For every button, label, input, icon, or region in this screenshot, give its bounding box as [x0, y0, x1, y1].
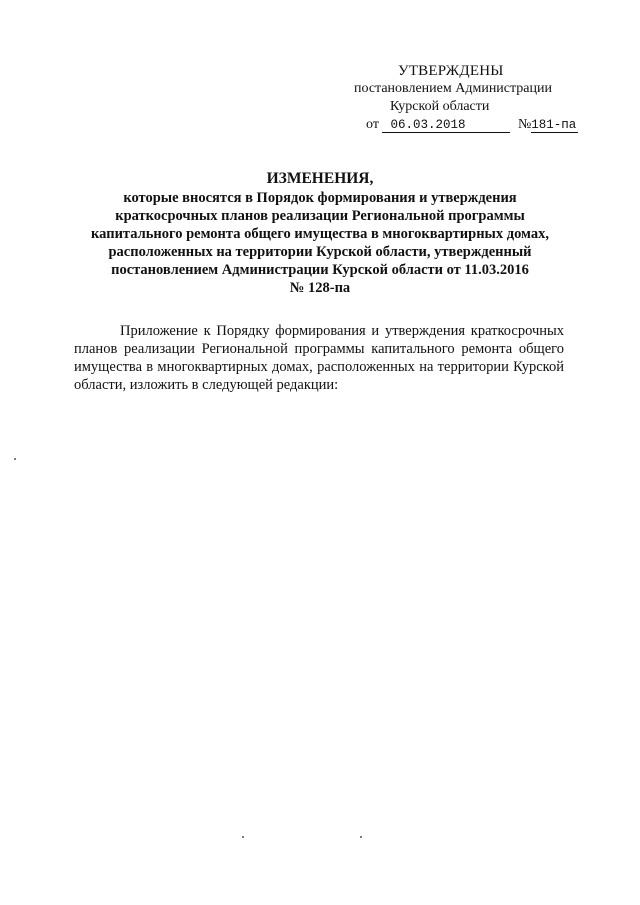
scan-speck	[242, 836, 244, 838]
document-body	[74, 322, 564, 394]
approval-issuer-line: постановлением Администрации	[354, 81, 552, 96]
heading-title: ИЗМЕНЕНИЯ,	[266, 170, 374, 187]
heading-line: № 128-па	[289, 280, 351, 296]
heading-line: краткосрочных планов реализации Региональной программы	[115, 208, 525, 224]
approval-title: УТВЕРЖДЕНЫ	[398, 63, 504, 79]
approval-number-label: №	[517, 117, 532, 132]
approval-date-prefix: от	[366, 117, 379, 132]
approval-number-value: 181-па	[531, 118, 577, 132]
heading-line: постановлением Администрации Курской области от 11.03.2016	[111, 262, 529, 278]
approval-date-value: 06.03.2018	[382, 118, 510, 133]
approval-stamp-block	[350, 62, 590, 134]
scan-speck	[360, 836, 362, 838]
document-heading	[60, 170, 580, 297]
scan-speck	[14, 458, 16, 460]
heading-line: капитального ремонта общего имущества в многоквартирных домах,	[91, 226, 549, 242]
heading-line: которые вносятся в Порядок формирования и утверждения	[123, 190, 517, 206]
heading-line: расположенных на территории Курской области, утвержденный	[108, 244, 532, 260]
body-paragraph: Приложение к Порядку формирования и утверждения краткосрочных планов реализации Региональной программы капитального ремонта общего имущества в многоквартирных домах, расположенных на территории Курской области, изложить в следующей редакции:	[74, 323, 564, 393]
approval-date-row	[350, 116, 590, 134]
approval-region-line: Курской области	[390, 99, 490, 114]
